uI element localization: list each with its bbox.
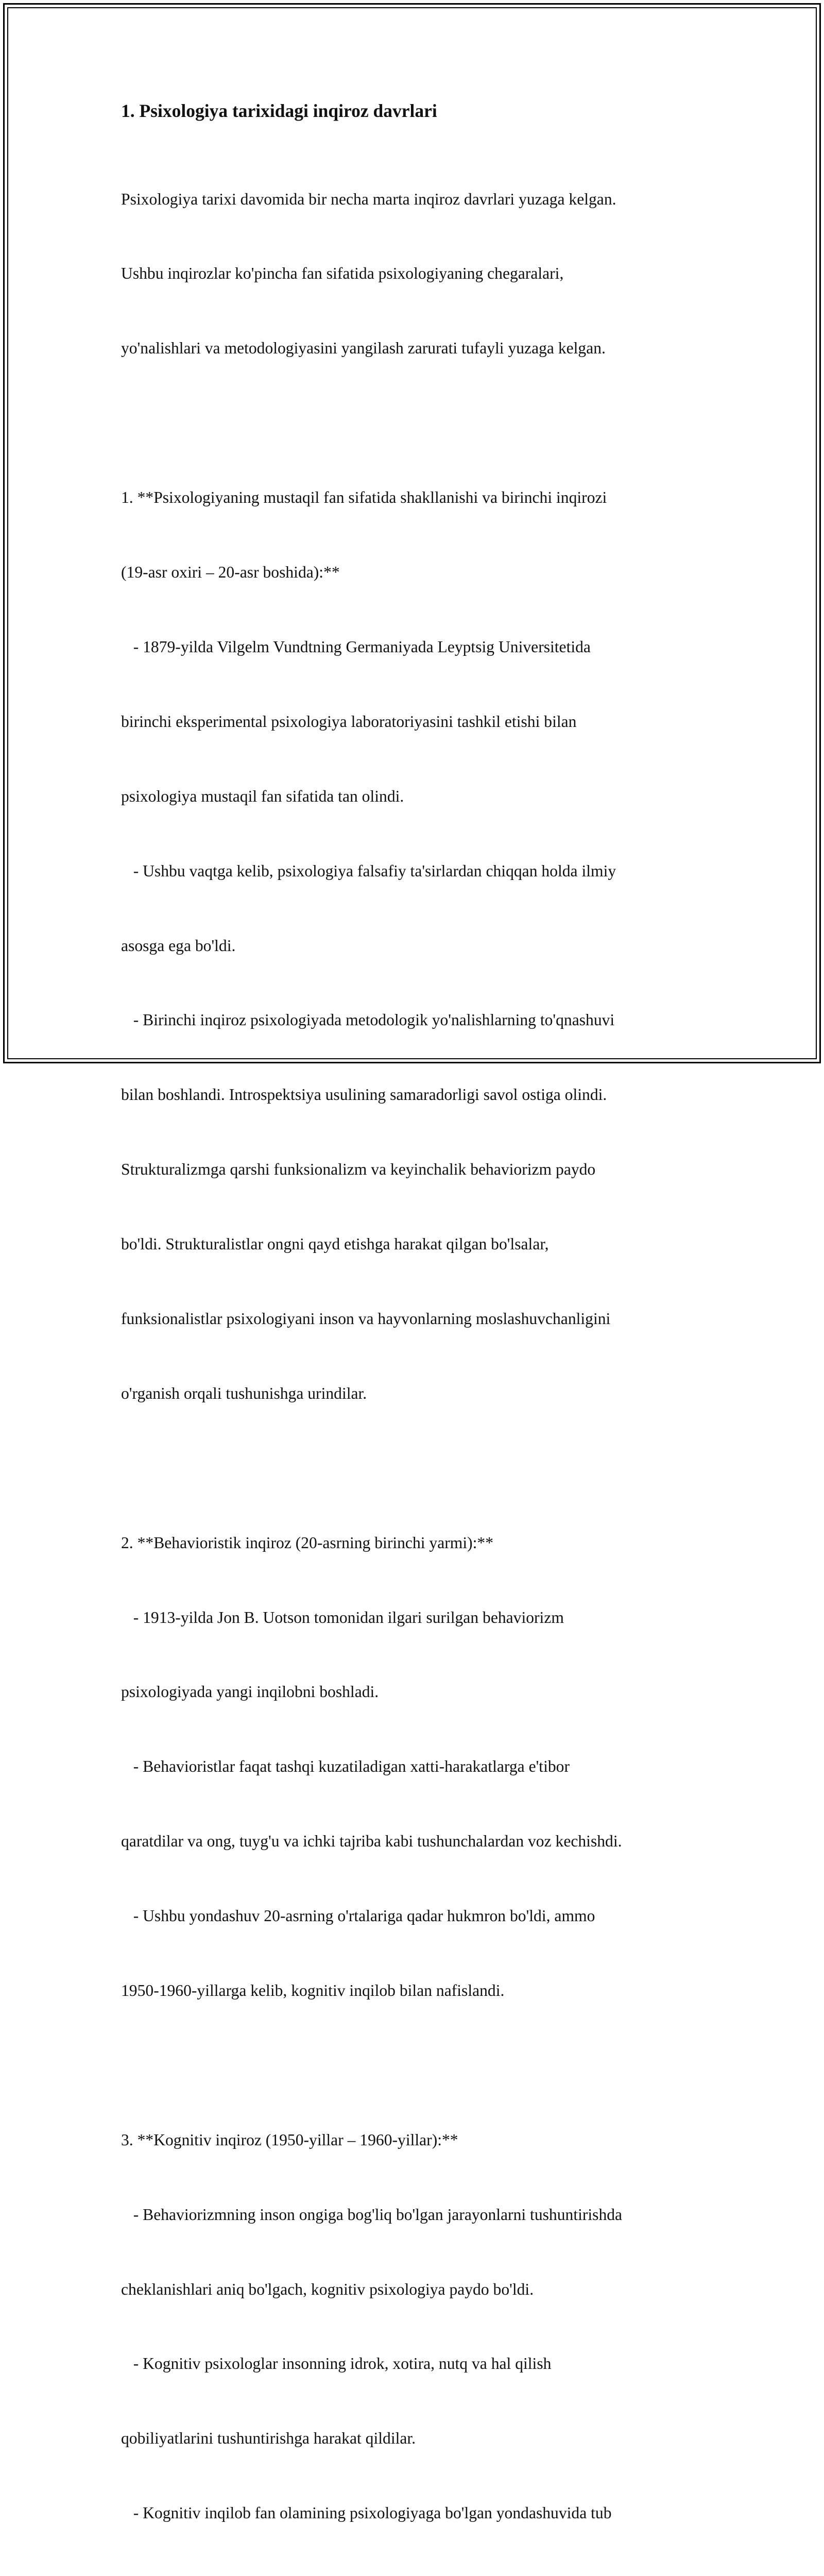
text-line: 1950-1960-yillarga kelib, kognitiv inqilob bilan nafislandi. bbox=[121, 1981, 505, 1999]
blank-line bbox=[121, 2053, 708, 2078]
bullet-line: - Behaviorizmning inson ongiga bog'liq bo'lgan jarayonlarni tushuntirishda bbox=[121, 2205, 623, 2224]
text-line: bilan boshlandi. Introspektsiya usulining samaradorligi savol ostiga olindi. bbox=[121, 1086, 607, 1104]
text-line: bo'ldi. Strukturalistlar ongni qayd etishga harakat qilgan bo'lsalar, bbox=[121, 1235, 549, 1253]
text-line: birinchi eksperimental psixologiya laboratoriyasini tashkil etishi bilan bbox=[121, 712, 577, 731]
text-line: cheklanishlari aniq bo'lgach, kognitiv psixologiya paydo bo'ldi. bbox=[121, 2280, 534, 2298]
section-heading-line: 1. **Psixologiyaning mustaqil fan sifatida shakllanishi va birinchi inqirozi bbox=[121, 488, 607, 507]
intro-paragraph bbox=[121, 137, 708, 411]
section-2 bbox=[121, 1481, 708, 2053]
bullet-line: - Kognitiv psixologlar insonning idrok, xotira, nutq va hal qilish bbox=[121, 2354, 552, 2373]
section-3 bbox=[121, 2078, 708, 2576]
blank-line bbox=[121, 411, 708, 435]
section-heading-line: 2. **Behavioristik inqiroz (20-asrning birinchi yarmi):** bbox=[121, 1533, 494, 1552]
section-heading-line: 3. **Kognitiv inqiroz (1950-yillar – 1960-yillar):** bbox=[121, 2130, 458, 2149]
text-line: Ushbu inqirozlar ko'pincha fan sifatida psixologiyaning chegaralari, bbox=[121, 264, 564, 283]
bullet-line: - 1879-yilda Vilgelm Vundtning Germaniyada Leyptsig Universitetida bbox=[121, 637, 591, 656]
bullet-line: - Kognitiv inqilob fan olamining psixologiyaga bo'lgan yondashuvida tub bbox=[121, 2504, 612, 2522]
bullet-line: - 1913-yilda Jon B. Uotson tomonidan ilgari surilgan behaviorizm bbox=[121, 1608, 564, 1626]
section-heading-line: (19-asr oxiri – 20-asr boshida):** bbox=[121, 563, 340, 582]
document-title: 1. Psixologiya tarixidagi inqiroz davrlari bbox=[121, 100, 437, 121]
blank-line bbox=[121, 1456, 708, 1481]
text-line: psixologiya mustaqil fan sifatida tan olindi. bbox=[121, 787, 404, 805]
bullet-line: - Ushbu vaqtga kelib, psixologiya falsafiy ta'sirlardan chiqqan holda ilmiy bbox=[121, 861, 616, 880]
document-body bbox=[121, 98, 708, 2576]
text-line: yo'nalishlari va metodologiyasini yangilash zarurati tufayli yuzaga kelgan. bbox=[121, 339, 606, 358]
text-line: psixologiyada yangi inqilobni boshladi. bbox=[121, 1683, 379, 1701]
text-line: asosga ega bo'ldi. bbox=[121, 936, 236, 955]
bullet-line: - Ushbu yondashuv 20-asrning o'rtalariga qadar hukmron bo'ldi, ammo bbox=[121, 1907, 595, 1925]
bullet-line: - Behavioristlar faqat tashqi kuzatiladigan xatti-harakatlarga e'tibor bbox=[121, 1757, 570, 1776]
text-line: Strukturalizmga qarshi funksionalizm va keyinchalik behaviorizm paydo bbox=[121, 1160, 596, 1179]
text-line: funksionalistlar psixologiyani inson va hayvonlarning moslashuvchanligini bbox=[121, 1309, 611, 1328]
section-1 bbox=[121, 436, 708, 1456]
text-line: Psixologiya tarixi davomida bir necha marta inqiroz davrlari yuzaga kelgan. bbox=[121, 190, 616, 208]
text-line: qaratdilar va ong, tuyg'u va ichki tajriba kabi tushunchalardan voz kechishdi. bbox=[121, 1832, 622, 1851]
text-line: qobiliyatlarini tushuntirishga harakat qildilar. bbox=[121, 2429, 416, 2448]
bullet-line: - Birinchi inqiroz psixologiyada metodologik yo'nalishlarning to'qnashuvi bbox=[121, 1011, 615, 1029]
text-line: o'rganish orqali tushunishga urindilar. bbox=[121, 1384, 367, 1402]
